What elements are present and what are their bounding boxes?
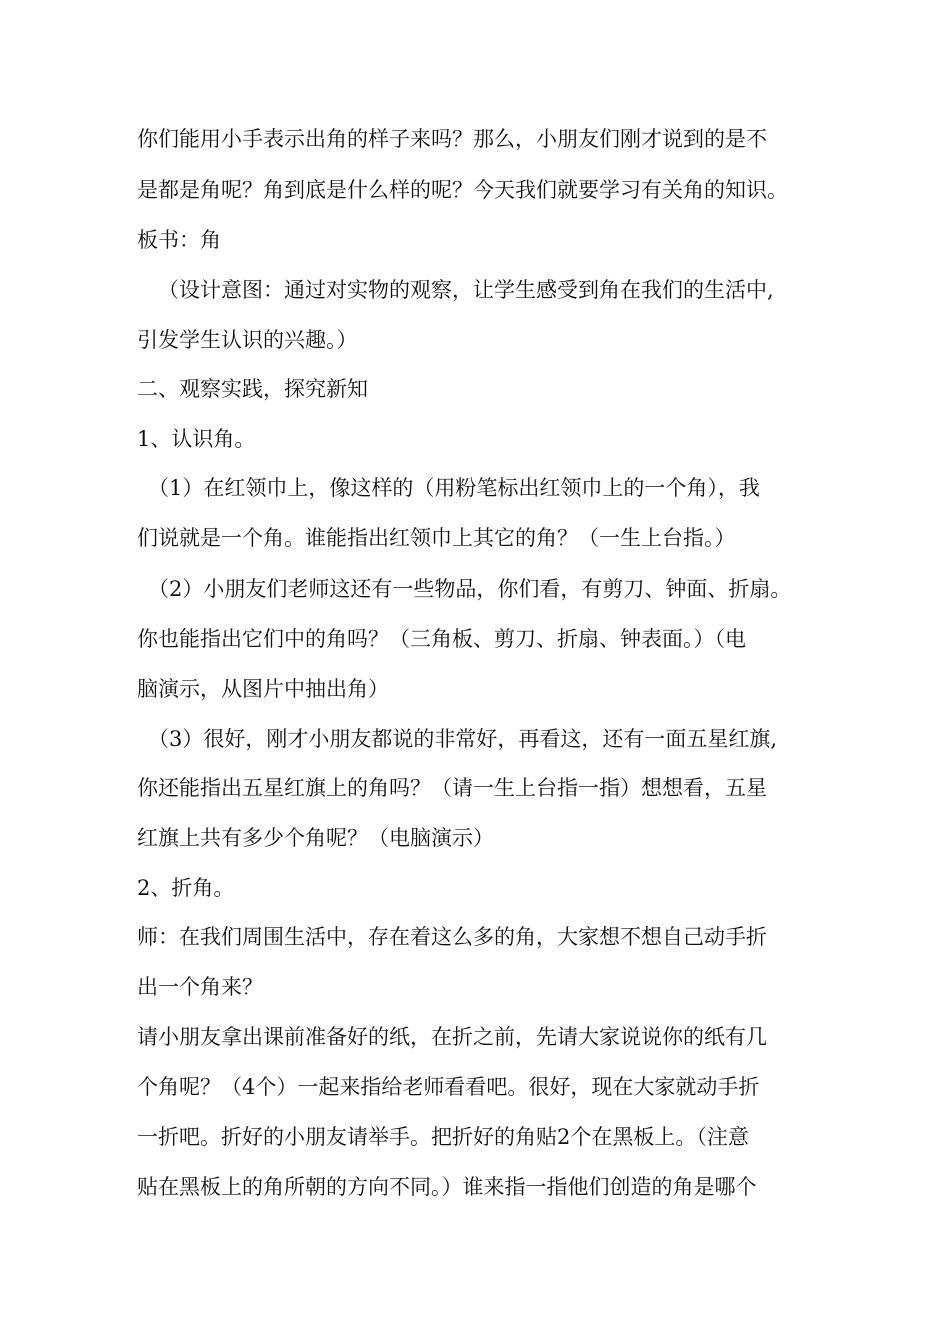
text-line: 板书：角 (137, 228, 221, 252)
text-line: 是都是角呢？角到底是什么样的呢？今天我们就要学习有关角的知识。 (137, 178, 788, 202)
text-line: （2）小朋友们老师这还有一些物品，你们看，有剪刀、钟面、折扇。 (148, 577, 792, 601)
text-line: 你们能用小手表示出角的样子来吗？那么，小朋友们刚才说到的是不 (137, 127, 767, 151)
text-line: 师：在我们周围生活中，存在着这么多的角，大家想不想自己动手折 (137, 925, 767, 949)
text-line: 红旗上共有多少个角呢？（电脑演示） (137, 826, 494, 850)
subsection-heading: 1、认识角。 (137, 427, 256, 451)
text-line: 引发学生认识的兴趣。） (137, 328, 358, 352)
text-line: 们说就是一个角。谁能指出红领巾上其它的角？（一生上台指。） (137, 526, 736, 550)
text-line: （1）在红领巾上，像这样的（用粉笔标出红领巾上的一个角），我 (148, 476, 760, 500)
section-heading: 二、观察实践，探究新知 (137, 377, 368, 401)
text-line: （设计意图：通过对实物的观察，让学生感受到角在我们的生活中, (158, 278, 774, 302)
text-line: 请小朋友拿出课前准备好的纸，在折之前，先请大家说说你的纸有几 (137, 1025, 767, 1049)
text-line: 出一个角来？ (137, 975, 263, 999)
subsection-heading: 2、折角。 (137, 876, 235, 900)
text-line: 个角呢？（4个）一起来指给老师看看吧。很好，现在大家就动手折 (137, 1075, 760, 1099)
text-line: （3）很好，刚才小朋友都说的非常好，再看这，还有一面五星红旗, (148, 727, 778, 751)
text-line: 脑演示，从图片中抽出角） (137, 677, 389, 701)
text-line: 你也能指出它们中的角吗？（三角板、剪刀、折扇、钟表面。）（电 (137, 627, 746, 651)
text-line: 一折吧。折好的小朋友请举手。把折好的角贴2个在黑板上。（注意 (137, 1125, 749, 1149)
text-line: 贴在黑板上的角所朝的方向不同。）谁来指一指他们创造的角是哪个 (137, 1175, 757, 1199)
text-line: 你还能指出五星红旗上的角吗？（请一生上台指一指）想想看，五星 (137, 776, 767, 800)
